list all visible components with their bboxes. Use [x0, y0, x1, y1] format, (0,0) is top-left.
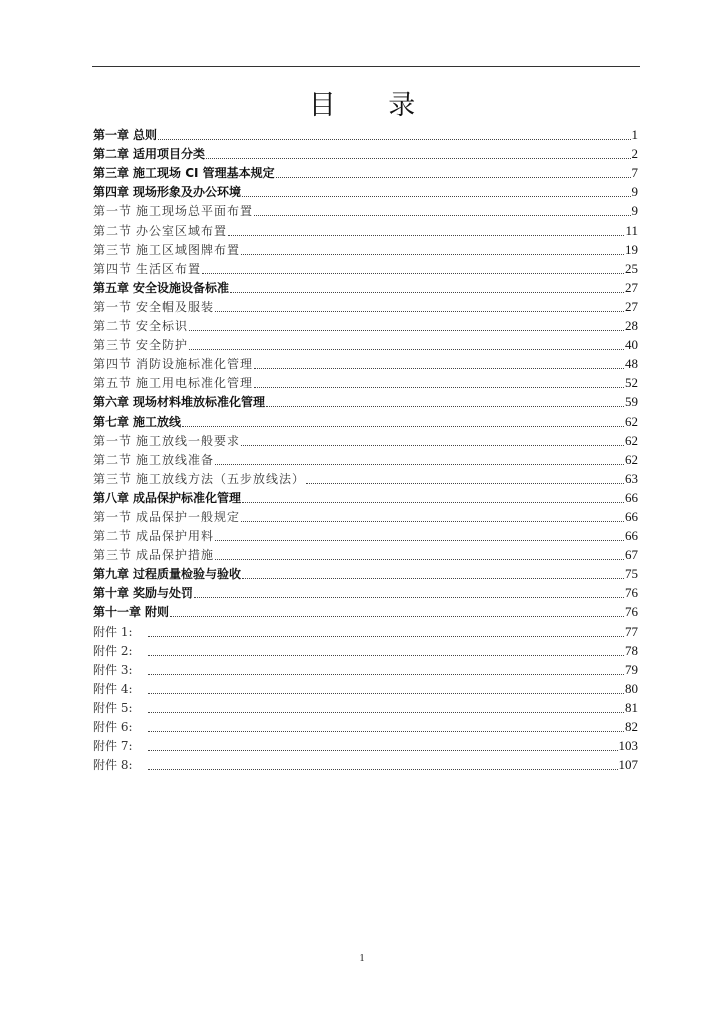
toc-entry-number: 第三节 — [93, 338, 133, 353]
toc-entry-page: 76 — [625, 585, 638, 601]
toc-entry-title: 附则 — [145, 605, 170, 620]
page-title: 目 录 — [308, 90, 438, 121]
toc-entry-page: 2 — [631, 146, 638, 162]
toc-entry-number: 第四章 — [93, 185, 130, 200]
toc-entry-title: 现场材料堆放标准化管理 — [133, 395, 266, 410]
toc-entry-title: 安全防护 — [136, 338, 189, 353]
toc-entry-chapter[interactable] — [93, 181, 638, 200]
toc-entry-section[interactable] — [93, 334, 638, 353]
toc-entry-title: 适用项目分类 — [133, 147, 206, 162]
dot-leader — [254, 358, 624, 369]
toc-entry-title: 安全标识 — [136, 319, 189, 334]
toc-entry-number: 第二章 — [93, 147, 130, 162]
toc-entry-title: 成品保护一般规定 — [136, 509, 241, 524]
toc-entry-title: 现场形象及办公环境 — [133, 185, 242, 200]
toc-entry-title: 施工现场 CI 管理基本规定 — [133, 166, 275, 181]
toc-entry-page: 76 — [625, 604, 638, 620]
toc-entry-attachment[interactable] — [93, 659, 638, 678]
toc-entry-attachment[interactable] — [93, 697, 638, 716]
dot-leader — [241, 435, 624, 446]
dot-leader — [228, 225, 624, 236]
toc-entry-number: 第二节 — [93, 223, 133, 238]
dot-leader — [148, 626, 625, 637]
toc-entry-page: 79 — [625, 661, 638, 677]
toc-entry-number: 第三节 — [93, 242, 133, 257]
dot-leader — [189, 320, 624, 331]
dot-leader — [148, 759, 618, 770]
toc-entry-page: 48 — [625, 356, 638, 372]
toc-entry-page: 11 — [625, 222, 638, 238]
toc-entry-page: 59 — [625, 394, 638, 410]
toc-entry-chapter[interactable] — [93, 563, 638, 582]
toc-entry-section[interactable] — [93, 258, 638, 277]
dot-leader — [266, 396, 624, 407]
toc-entry-title: 施工放线准备 — [136, 452, 215, 467]
toc-entry-section[interactable] — [93, 219, 638, 238]
toc-entry-page: 27 — [625, 298, 638, 314]
dot-leader — [254, 205, 630, 216]
dot-leader — [148, 645, 625, 656]
toc-entry-number: 第四节 — [93, 357, 133, 372]
dot-leader — [242, 186, 630, 197]
toc-entry-section[interactable] — [93, 296, 638, 315]
toc-entry-number: 第三章 — [93, 166, 130, 181]
toc-entry-title: 施工区域图牌布置 — [136, 242, 241, 257]
toc-entry-page: 25 — [625, 260, 638, 276]
toc-entry-title: 施工用电标准化管理 — [136, 376, 254, 391]
toc-entry-number: 第三节 — [93, 548, 133, 563]
toc-entry-page: 66 — [625, 528, 638, 544]
toc-entry-attachment[interactable] — [93, 735, 638, 754]
toc-entry-number: 第九章 — [93, 567, 130, 582]
toc-entry-page: 66 — [625, 489, 638, 505]
toc-entry-page: 81 — [625, 699, 638, 715]
toc-entry-number: 第六章 — [93, 395, 130, 410]
toc-entry-chapter[interactable] — [93, 487, 638, 506]
toc-entry-number: 附件 6: — [93, 720, 133, 734]
toc-entry-title: 办公室区域布置 — [136, 223, 228, 238]
toc-entry-page: 9 — [631, 184, 638, 200]
toc-entry-title: 施工放线 — [133, 414, 182, 429]
dot-leader — [215, 549, 624, 560]
toc-entry-attachment[interactable] — [93, 716, 638, 735]
toc-entry-section[interactable] — [93, 525, 638, 544]
toc-entry-page: 77 — [625, 623, 638, 639]
toc-entry-number: 附件 1: — [93, 624, 133, 639]
toc-entry-number: 第四节 — [93, 261, 133, 276]
toc-entry-attachment[interactable] — [93, 678, 638, 697]
dot-leader — [306, 473, 624, 484]
toc-entry-number: 附件 7: — [93, 739, 133, 754]
dot-leader — [148, 683, 625, 694]
toc-entry-page: 62 — [625, 432, 638, 448]
toc-entry-number: 第三节 — [93, 471, 133, 486]
toc-entry-chapter[interactable] — [93, 410, 638, 429]
toc-entry-section[interactable] — [93, 239, 638, 258]
toc-entry-chapter[interactable] — [93, 162, 638, 181]
toc-entry-title: 生活区布置 — [136, 261, 202, 276]
toc-entry-chapter[interactable] — [93, 143, 638, 162]
toc-entry-section[interactable] — [93, 372, 638, 391]
toc-entry-section[interactable] — [93, 544, 638, 563]
toc-entry-page: 52 — [625, 375, 638, 391]
toc-entry-page: 67 — [625, 547, 638, 563]
toc-entry-section[interactable] — [93, 468, 638, 487]
toc-entry-number: 附件 2: — [93, 643, 133, 658]
toc-entry-number: 第八章 — [93, 490, 130, 505]
dot-leader — [242, 492, 624, 503]
toc-entry-page: 9 — [631, 203, 638, 219]
toc-entry-title: 安全帽及服装 — [136, 299, 215, 314]
dot-leader — [189, 339, 624, 350]
toc-entry-page: 80 — [625, 680, 638, 696]
dot-leader — [182, 416, 624, 427]
toc-entry-number: 附件 3: — [93, 662, 133, 677]
dot-leader — [148, 702, 625, 713]
toc-entry-title: 施工现场总平面布置 — [136, 204, 254, 219]
page-number: 1 — [359, 953, 365, 964]
dot-leader — [194, 587, 624, 598]
toc-entry-section[interactable] — [93, 200, 638, 219]
toc-entry-page: 63 — [625, 470, 638, 486]
toc-entry-page: 1 — [631, 127, 638, 143]
dot-leader — [158, 129, 630, 140]
toc-entry-number: 第十一章 — [93, 605, 142, 620]
toc-entry-title: 施工放线方法（五步放线法） — [136, 471, 306, 486]
toc-entry-title: 安全设施设备标准 — [133, 280, 230, 295]
dot-leader — [206, 148, 630, 159]
toc-entry-number: 附件 8: — [93, 758, 133, 773]
toc-entry-title: 过程质量检验与验收 — [133, 567, 242, 582]
toc-entry-number: 附件 5: — [93, 700, 133, 715]
toc-entry-page: 107 — [618, 757, 638, 773]
toc-entry-number: 第二节 — [93, 452, 133, 467]
dot-leader — [148, 740, 618, 751]
toc-entry-title: 奖励与处罚 — [133, 586, 194, 601]
toc-entry-section[interactable] — [93, 506, 638, 525]
toc-entry-section[interactable] — [93, 449, 638, 468]
dot-leader — [170, 606, 624, 617]
toc-entry-number: 第十章 — [93, 586, 130, 601]
dot-leader — [215, 454, 624, 465]
toc-entry-attachment[interactable] — [93, 754, 638, 773]
toc-entry-title: 成品保护措施 — [136, 548, 215, 563]
dot-leader — [276, 167, 631, 178]
dot-leader — [148, 721, 625, 732]
toc-entry-attachment[interactable] — [93, 640, 638, 659]
dot-leader — [148, 664, 625, 675]
toc-entry-page: 19 — [625, 241, 638, 257]
toc-entry-number: 第一节 — [93, 509, 133, 524]
dot-leader — [215, 301, 624, 312]
toc-entry-section[interactable] — [93, 353, 638, 372]
toc-entry-title: 成品保护标准化管理 — [133, 490, 242, 505]
dot-leader — [241, 511, 624, 522]
toc-entry-page: 75 — [625, 566, 638, 582]
toc-entry-chapter[interactable] — [93, 124, 638, 143]
toc-entry-page: 78 — [625, 642, 638, 658]
header-rule — [92, 66, 640, 67]
toc-entry-page: 103 — [618, 738, 638, 754]
toc-entry-chapter[interactable] — [93, 277, 638, 296]
toc-entry-number: 附件 4: — [93, 681, 133, 696]
toc-entry-number: 第五节 — [93, 376, 133, 391]
toc-entry-title: 成品保护用料 — [136, 529, 215, 544]
toc-entry-number: 第一章 — [93, 128, 130, 143]
dot-leader — [230, 282, 624, 293]
toc-entry-page: 62 — [625, 413, 638, 429]
toc-entry-page: 40 — [625, 337, 638, 353]
toc-entry-chapter[interactable] — [93, 391, 638, 410]
dot-leader — [254, 377, 624, 388]
toc-entry-number: 第五章 — [93, 280, 130, 295]
table-of-contents — [93, 124, 638, 773]
toc-entry-number: 第一节 — [93, 299, 133, 314]
toc-entry-section[interactable] — [93, 430, 638, 449]
toc-entry-title: 消防设施标准化管理 — [136, 357, 254, 372]
toc-entry-number: 第一节 — [93, 433, 133, 448]
toc-entry-page: 27 — [625, 279, 638, 295]
toc-entry-title: 总则 — [133, 128, 158, 143]
toc-entry-section[interactable] — [93, 315, 638, 334]
dot-leader — [242, 568, 624, 579]
toc-entry-page: 66 — [625, 508, 638, 524]
toc-entry-number: 第二节 — [93, 529, 133, 544]
toc-entry-page: 7 — [631, 165, 638, 181]
toc-entry-page: 28 — [625, 318, 638, 334]
dot-leader — [215, 530, 624, 541]
dot-leader — [202, 263, 624, 274]
toc-entry-number: 第二节 — [93, 319, 133, 334]
toc-entry-page: 82 — [625, 719, 638, 734]
dot-leader — [241, 244, 624, 255]
toc-entry-attachment[interactable] — [93, 620, 638, 639]
toc-entry-page: 62 — [625, 451, 638, 467]
toc-entry-number: 第一节 — [93, 204, 133, 219]
toc-entry-chapter[interactable] — [93, 582, 638, 601]
toc-entry-number: 第七章 — [93, 414, 130, 429]
toc-entry-chapter[interactable] — [93, 601, 638, 620]
toc-entry-title: 施工放线一般要求 — [136, 433, 241, 448]
